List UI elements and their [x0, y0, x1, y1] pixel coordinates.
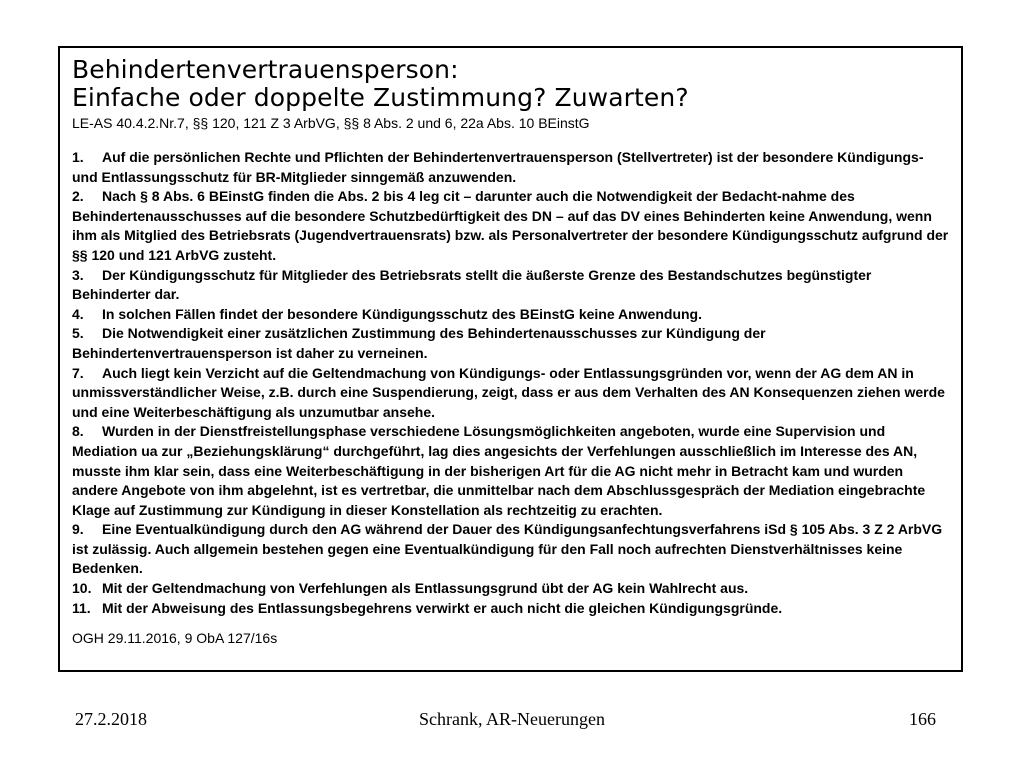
list-item — [72, 579, 951, 599]
list-item — [72, 187, 951, 265]
item-number: 7. — [72, 364, 84, 381]
item-number: 10. — [72, 580, 92, 597]
title-line-1: Behindertenvertrauensperson: — [72, 55, 459, 84]
item-text: Mit der Abweisung des Entlassungsbegehrens verwirkt er auch nicht die gleichen Kündigungsgründe. — [102, 599, 783, 616]
list-item — [72, 599, 951, 619]
list-item — [72, 266, 951, 305]
decision-citation: OGH 29.11.2016, 9 ObA 127/16s — [72, 630, 278, 647]
slide-title — [72, 56, 951, 112]
holdings-list — [72, 148, 951, 618]
list-item — [72, 364, 951, 423]
item-number: 11. — [72, 599, 91, 616]
item-text: In solchen Fällen findet der besondere Kündigungsschutz des BEinstG keine Anwendung. — [102, 305, 702, 322]
list-item — [72, 520, 951, 579]
legal-reference: LE-AS 40.4.2.Nr.7, §§ 120, 121 Z 3 ArbVG, §§ 8 Abs. 2 und 6, 22a Abs. 10 BEinstG — [72, 115, 590, 131]
page-number: 166 — [909, 709, 936, 729]
item-number: 9. — [72, 521, 84, 538]
item-text: Der Kündigungsschutz für Mitglieder des Betriebsrats stellt die äußerste Grenze des Bestandschutzes begünstigter Behinderter dar. — [72, 266, 872, 303]
item-text: Eine Eventualkündigung durch den AG während der Dauer des Kündigungsanfechtungsverfahrens iSd § 105 Abs. 3 Z 2 ArbVG ist zulässig. Auch allgemein bestehen gegen eine Eventualkündigung für den Fall noch aufrechten Dienstverhältnisses keine Bedenken. — [72, 521, 943, 577]
item-number: 5. — [72, 325, 84, 342]
item-text: Auch liegt kein Verzicht auf die Geltendmachung von Kündigungs- oder Entlassungsgründen vor, wenn der AG dem AN in unmissverständlicher Weise, z.B. durch eine Suspendierung, zeigt, dass er aus dem Verhalten des AN Konsequenzen ziehen werde und eine Weiterbeschäftigung als unzumutbar ansehe. — [72, 364, 945, 420]
footer-title: Schrank, AR-Neuerungen — [419, 709, 605, 729]
item-number: 8. — [72, 423, 84, 440]
footer-date: 27.2.2018 — [75, 709, 147, 729]
item-text: Die Notwendigkeit einer zusätzlichen Zustimmung des Behindertenausschusses zur Kündigung der Behindertenvertrauensperson ist daher zu verneinen. — [72, 325, 766, 361]
content-frame — [58, 46, 963, 672]
item-text: Wurden in der Dienstfreistellungsphase verschiedene Lösungsmöglichkeiten angeboten, wurde eine Supervision und Mediation ua zur „Beziehungsklärung“ durchgeführt, lag dies angesichts der Verfehlungen ausschließlich im Interesse des AN, musste ihm klar sein, dass eine Weiterbeschäftigung in der bisherigen Art für die AG nicht mehr in Betracht kam und wurden andere Angebote von ihm abgelehnt, ist es vertretbar, die unmittelbar nach dem Abschlussgespräch der Mediation eingebrachte Klage auf Zustimmung zur Kündigung in dieser Konstellation als rechtzeitig zu erachten. — [72, 423, 926, 518]
list-item — [72, 305, 951, 325]
item-number: 2. — [72, 188, 84, 205]
item-number: 3. — [72, 266, 84, 283]
item-number: 1. — [72, 149, 84, 165]
item-text: Nach § 8 Abs. 6 BEinstG finden die Abs. 2 bis 4 leg cit – darunter auch die Notwendigkeit der Bedacht-nahme des Behindertenausschusses auf die besondere Schutzbedürftigkeit des DN – auf das DV eines Behinderten keine Anwendung, wenn ihm als Mitglied des Betriebsrats (Jugendvertrauensrats) bzw. als Personalvertreter der besondere Kündigungsschutz aufgrund der §§ 120 und 121 ArbVG zusteht. — [72, 188, 949, 263]
item-number: 4. — [72, 305, 84, 322]
list-item — [72, 422, 951, 520]
item-text: Auf die persönlichen Rechte und Pflichten der Behindertenvertrauensperson (Stellvertreter) ist der besondere Kündigungs- und Entlassungsschutz für BR-Mitglieder sinngemäß anzuwenden. — [72, 149, 924, 185]
item-text: Mit der Geltendmachung von Verfehlungen als Entlassungsgrund übt der AG kein Wahlrecht aus. — [102, 580, 749, 597]
title-line-2: Einfache oder doppelte Zustimmung? Zuwarten? — [72, 83, 689, 112]
list-item — [72, 148, 951, 187]
list-item — [72, 324, 951, 363]
